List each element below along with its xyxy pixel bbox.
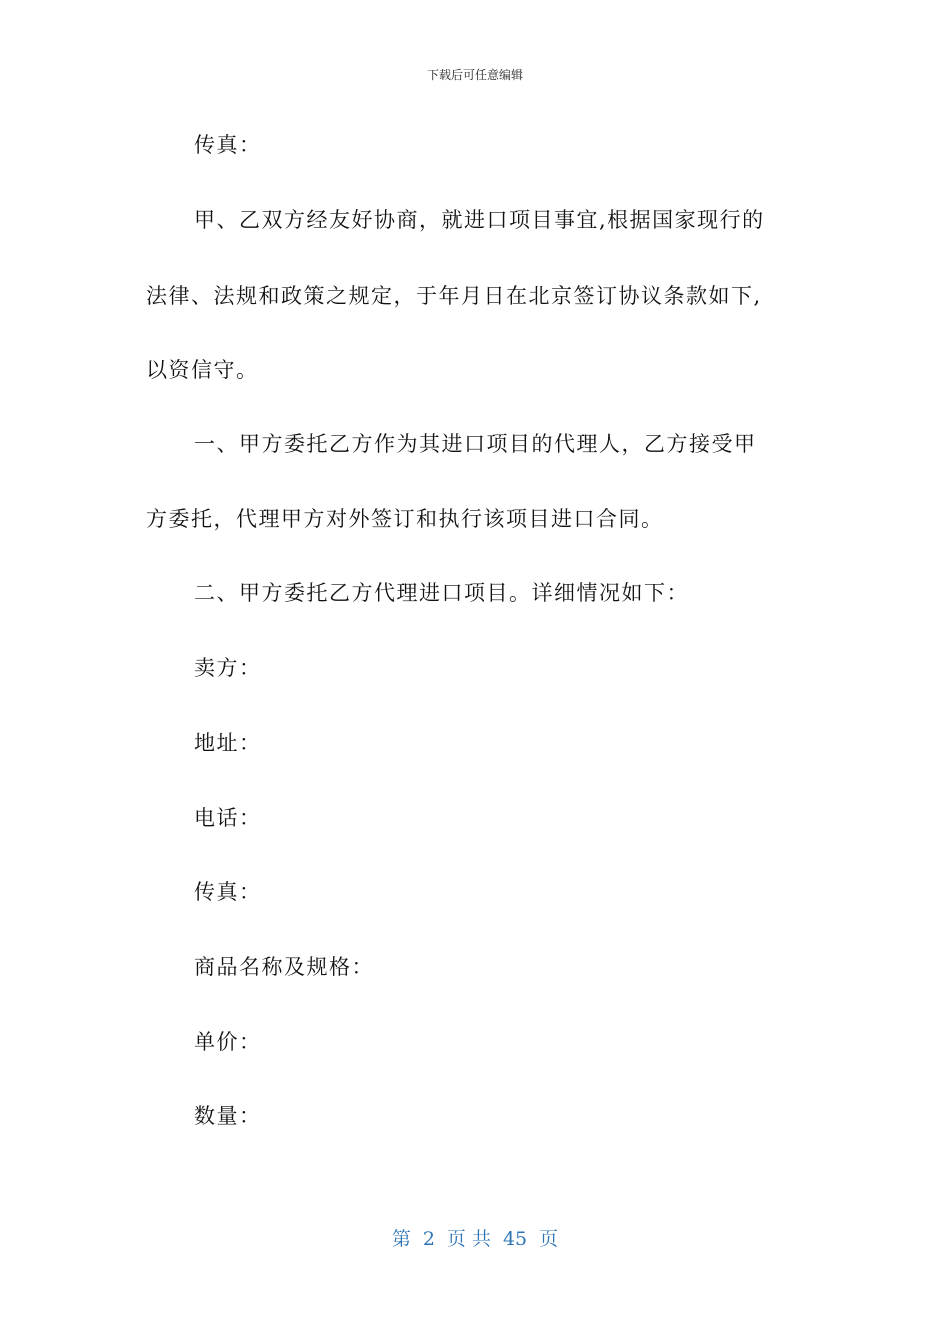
field-label-product: 商品名称及规格： — [194, 955, 374, 979]
paragraph-line: 以资信守。 — [146, 358, 259, 382]
field-label-quantity: 数量： — [194, 1104, 262, 1128]
paragraph-line: 二、甲方委托乙方代理进口项目。详细情况如下： — [194, 581, 689, 605]
page-header: 下载后可任意编辑 — [426, 68, 523, 82]
paragraph-line: 法律、法规和政策之规定，于年月日在北京签订协议条款如下, — [146, 284, 762, 308]
footer-prefix: 第 — [391, 1228, 411, 1250]
page-footer — [0, 1226, 950, 1252]
field-label-seller: 卖方： — [194, 656, 262, 680]
paragraph-line: 甲、乙双方经友好协商，就进口项目事宜,根据国家现行的 — [194, 208, 765, 232]
field-label-address: 地址： — [194, 731, 262, 755]
footer-page-number: 2 — [422, 1228, 435, 1250]
footer-total-pages: 45 — [502, 1228, 528, 1250]
field-label-fax: 传真： — [194, 880, 262, 904]
paragraph-line: 方委托，代理甲方对外签订和执行该项目进口合同。 — [146, 507, 664, 531]
field-label-phone: 电话： — [194, 806, 262, 830]
field-label-unit-price: 单价： — [194, 1030, 262, 1054]
paragraph-line: 传真： — [194, 133, 262, 157]
footer-mid: 页 共 — [446, 1228, 491, 1250]
footer-suffix: 页 — [539, 1228, 559, 1250]
paragraph-line: 一、甲方委托乙方作为其进口项目的代理人，乙方接受甲 — [194, 432, 757, 456]
